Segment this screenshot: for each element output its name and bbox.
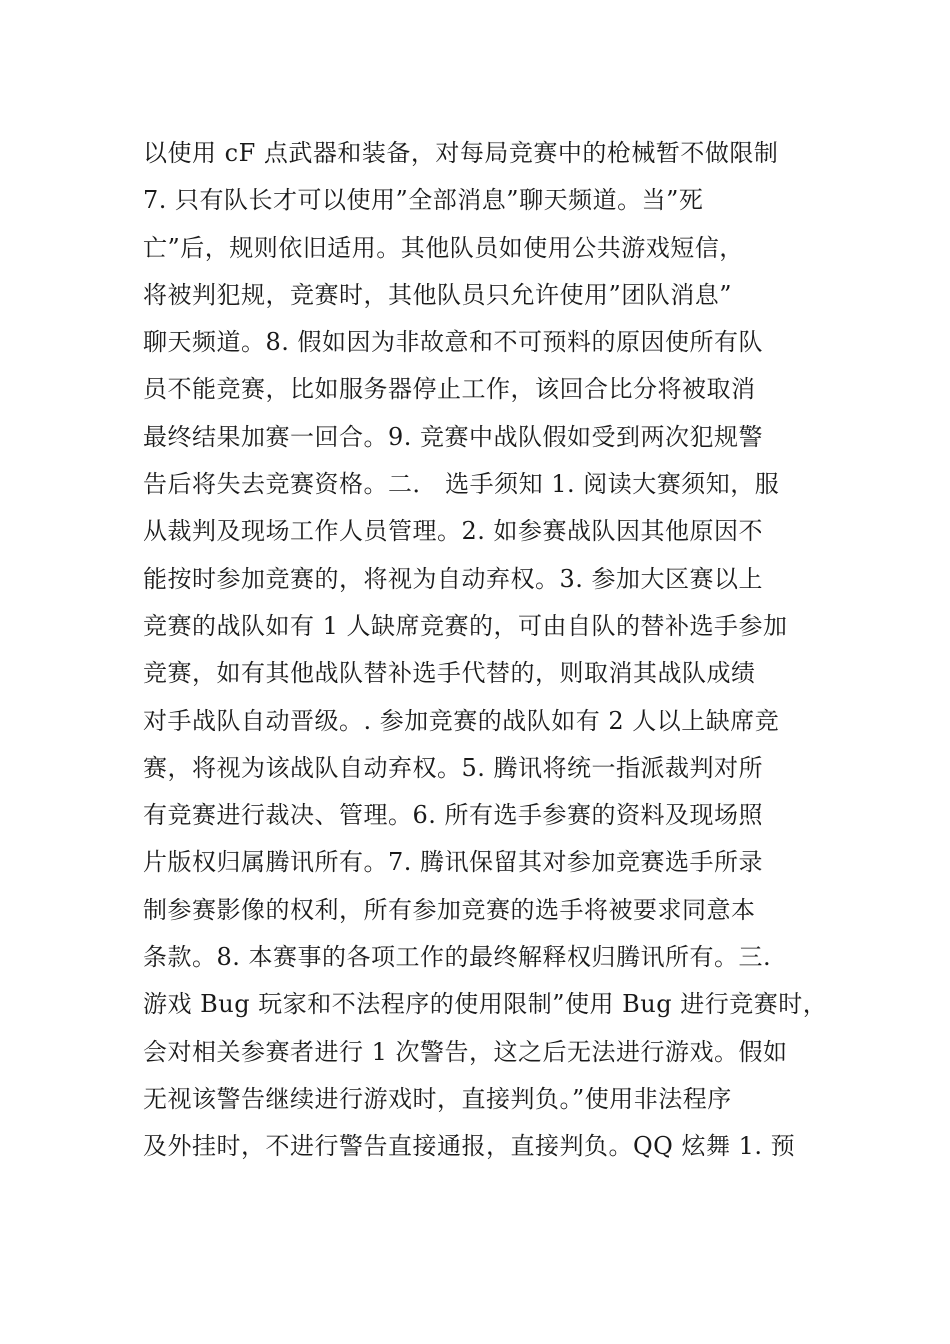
text-line-8: 告后将失去竞赛资格。二． 选手须知 1. 阅读大赛须知，服 bbox=[143, 470, 780, 499]
text-line-10: 能按时参加竞赛的，将视为自动弃权。3. 参加大区赛以上 bbox=[143, 564, 764, 593]
text-line-20: 会对相关参赛者进行 1 次警告，这之后无法进行游戏。假如 bbox=[143, 1037, 788, 1066]
text-line-9: 从裁判及现场工作人员管理。2. 如参赛战队因其他原因不 bbox=[143, 517, 764, 546]
text-line-19: 游戏 Bug 玩家和不法程序的使用限制”使用 Bug 进行竞赛时， bbox=[143, 990, 828, 1019]
text-line-1: 以使用 cF 点武器和装备，对每局竞赛中的枪械暂不做限制 bbox=[143, 139, 779, 167]
text-line-21: 无视该警告继续进行游戏时，直接判负。”使用非法程序 bbox=[143, 1084, 732, 1113]
text-line-18: 条款。8. 本赛事的各项工作的最终解释权归腾讯所有。三. bbox=[143, 943, 772, 972]
text-line-5: 聊天频道。8. 假如因为非故意和不可预料的原因使所有队 bbox=[143, 328, 764, 357]
text-line-7: 最终结果加赛一回合。9. 竞赛中战队假如受到两次犯规警 bbox=[143, 422, 764, 451]
text-line-6: 员不能竞赛，比如服务器停止工作，该回合比分将被取消 bbox=[143, 375, 756, 404]
text-line-17: 制参赛影像的权利，所有参加竞赛的选手将被要求同意本 bbox=[143, 895, 756, 924]
text-line-4: 将被判犯规，竞赛时，其他队员只允许使用”团队消息” bbox=[143, 280, 733, 309]
text-line-15: 有竞赛进行裁决、管理。6. 所有选手参赛的资料及现场照 bbox=[143, 801, 764, 830]
text-line-16: 片版权归属腾讯所有。7. 腾讯保留其对参加竞赛选手所录 bbox=[143, 848, 764, 877]
text-line-22: 及外挂时，不进行警告直接通报，直接判负。QQ 炫舞 1. 预 bbox=[143, 1132, 796, 1161]
text-line-11: 竞赛的战队如有 1 人缺席竞赛的，可由自队的替补选手参加 bbox=[143, 611, 788, 640]
text-line-12: 竞赛，如有其他战队替补选手代替的，则取消其战队成绩 bbox=[143, 659, 756, 688]
document-body bbox=[143, 130, 843, 1171]
text-line-13: 对手战队自动晋级。. 参加竞赛的战队如有 2 人以上缺席竞 bbox=[143, 706, 780, 735]
text-line-14: 赛，将视为该战队自动弃权。5. 腾讯将统一指派裁判对所 bbox=[143, 753, 764, 782]
text-line-2: 7. 只有队长才可以使用”全部消息”聊天频道。当”死 bbox=[143, 186, 704, 215]
text-line-3: 亡”后，规则依旧适用。其他队员如使用公共游戏短信， bbox=[143, 233, 744, 262]
